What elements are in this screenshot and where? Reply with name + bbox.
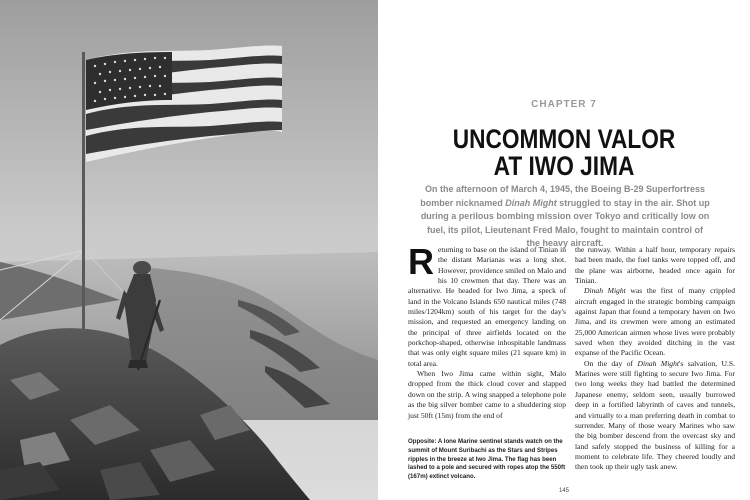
- paragraph-5-prefix: On the day of: [584, 358, 638, 368]
- drop-cap: R: [408, 241, 434, 282]
- lede-text-1: On the afternoon of March 4, 1945, the Boeing B-29 Superfortress bomber nicknamed: [420, 184, 706, 208]
- paragraph-5-italic: Dinah Might: [637, 358, 680, 368]
- paragraph-4-italic: Dinah Might: [584, 286, 626, 296]
- title-line-1: UNCOMMON VALOR: [452, 124, 676, 154]
- lede-paragraph: [420, 183, 710, 251]
- lede-text-2: struggled to stay in the air. Shot up during a perilous bombing mission over Tokyo and critically low on fuel, its pilot, Lieutenant Fred Malo, fought to maintain control of the heavy aircraft.: [420, 197, 710, 249]
- body-paragraph-2: When Iwo Jima came within sight, Malo dropped from the thick cloud cover and slapped down on the strip. A wing snapped a telephone pole as the big silver bomber came to a shuddering stop just 50ft (15m) from the end of: [408, 369, 566, 420]
- body-column-2: [575, 245, 735, 473]
- title-line-2: AT IWO JIMA: [493, 151, 635, 181]
- lede-italic: Dinah Might: [505, 197, 557, 208]
- body-paragraph-4: [575, 286, 735, 358]
- chapter-title: [408, 126, 720, 180]
- page-number: 145: [558, 488, 569, 494]
- photo-caption: Opposite: A lone Marine sentinel stands watch on the summit of Mount Suribachi as the Stars and Stripes ripples in the breeze at Iwo Jima. The flag has been lashed to a pole and secured with ropes atop the 550ft (167m) extinct volcano.: [408, 438, 566, 481]
- text-page: [378, 0, 750, 500]
- body-paragraph-1: [408, 241, 566, 369]
- body-column-1: [408, 241, 566, 421]
- body-paragraph-5: [575, 359, 735, 473]
- paragraph-4-text: was the first of many crippled aircraft engaged in the strategic bombing campaign against Japan that found a temporary haven on Iwo Jima, and its crewmen were among an estimated 25,000 American airmen whose lives were probably saved when they avoided ditching in the vast expanse of the Pacific Ocean.: [575, 286, 735, 358]
- paragraph-1-text: eturning to base on the island of Tinian in the distant Marianas was a long shot. However, providence smiled on Malo and his 10 crewmen that day. There was an alternative. He headed for Iwo Jima, a speck of land in the Volcano Islands 650 nautical miles (748 miles/1204km) south of his target for the day's mission, and requested an emergency landing on the principal of three airfields located on the porkchop-shaped, otherwise inhospitable landmass that was only eight square miles (21 square km) in total area.: [408, 245, 566, 368]
- chapter-label: CHAPTER 7: [531, 99, 597, 110]
- body-paragraph-3: the runway. Within a half hour, temporary repairs had been made, the fuel tanks were topped off, and the plane was airborne, headed once again for Tinian.: [575, 245, 735, 286]
- paragraph-5-text: 's salvation, U.S. Marines were still fighting to secure Iwo Jima. For two long weeks they had battled the determined Japanese enemy, seldom seen, usually burrowed deep in a fortified labyrinth of caves and tunnels, and virtually to a man preferring death in combat to surrender. Many of those weary Marines who saw the big bomber descend from the overcast sky and land safely stopped the business of killing for a moment to celebrate life. They cheered loudly and then took up their ugly task anew.: [575, 358, 735, 472]
